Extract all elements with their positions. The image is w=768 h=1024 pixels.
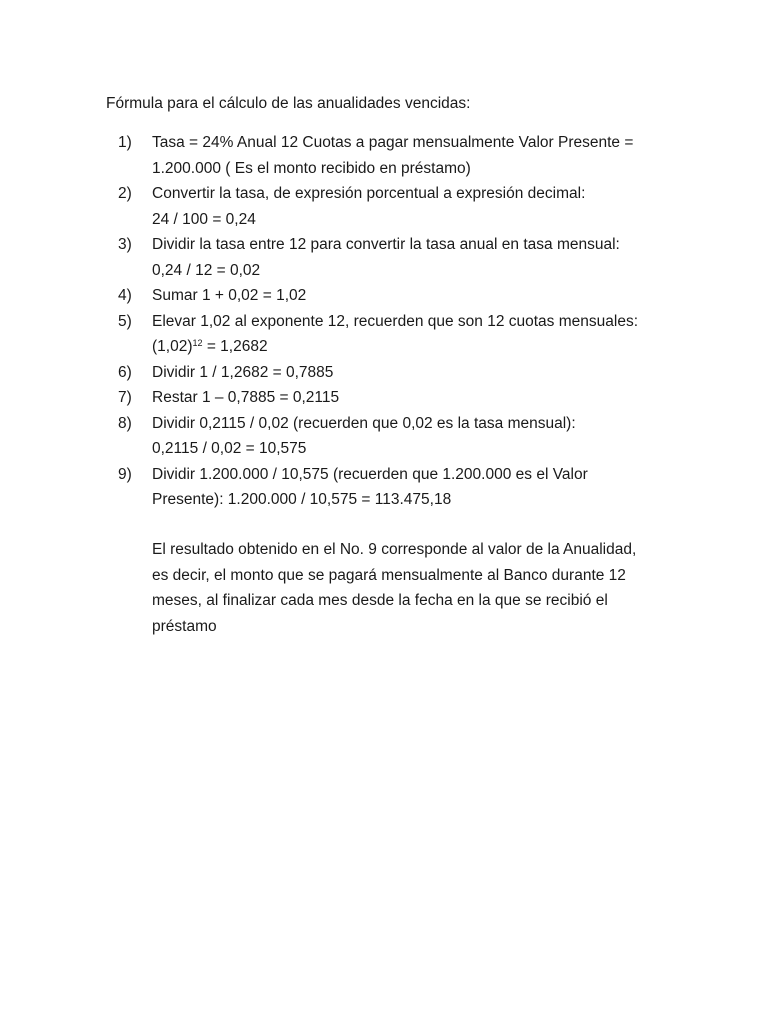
step-text: 1.200.000 ( Es el monto recibido en préstamo) xyxy=(152,159,471,177)
step-text: Presente): 1.200.000 / 10,575 = 113.475,18 xyxy=(152,491,452,508)
step-number: 1) xyxy=(118,134,132,151)
step-number: 5) xyxy=(118,312,132,330)
step-text: 0,2115 / 0,02 = 10,575 xyxy=(152,440,307,457)
step-6 xyxy=(118,360,678,386)
step-number: 4) xyxy=(118,287,132,304)
step-text: Dividir 1 / 1,2682 = 0,7885 xyxy=(152,363,334,381)
step-number: 8) xyxy=(118,414,132,432)
step-5 xyxy=(118,309,678,360)
step-1 xyxy=(118,130,678,181)
step-number: 3) xyxy=(118,236,132,253)
step-3 xyxy=(118,232,678,283)
steps-list xyxy=(118,130,678,513)
document-title: Fórmula para el cálculo de las anualidades vencidas: xyxy=(106,95,471,112)
result-paragraph xyxy=(152,537,672,639)
step-text: 0,24 / 12 = 0,02 xyxy=(152,261,261,279)
step-text: Sumar 1 + 0,02 = 1,02 xyxy=(152,287,307,304)
power-exponent: 12 xyxy=(192,338,203,348)
step-number: 9) xyxy=(118,465,132,483)
step-text: Dividir 0,2115 / 0,02 (recuerden que 0,02 es la tasa mensual): xyxy=(152,414,576,432)
step-number: 2) xyxy=(118,185,132,202)
step-text: 24 / 100 = 0,24 xyxy=(152,210,256,228)
step-text: Tasa = 24% Anual 12 Cuotas a pagar mensualmente Valor Presente = xyxy=(152,134,634,151)
power-expression xyxy=(152,334,678,360)
step-number: 7) xyxy=(118,389,132,406)
step-text: Dividir la tasa entre 12 para convertir la tasa anual en tasa mensual: xyxy=(152,236,620,253)
step-2 xyxy=(118,181,678,232)
power-result: = 1,2682 xyxy=(202,338,268,355)
result-line: es decir, el monto que se pagará mensualmente al Banco durante 12 xyxy=(152,566,626,584)
step-text: Convertir la tasa, de expresión porcentual a expresión decimal: xyxy=(152,185,586,202)
step-number: 6) xyxy=(118,363,132,381)
step-4 xyxy=(118,283,678,309)
step-9 xyxy=(118,462,678,513)
step-text: Elevar 1,02 al exponente 12, recuerden que son 12 cuotas mensuales: xyxy=(152,312,638,330)
result-line: meses, al finalizar cada mes desde la fecha en la que se recibió el xyxy=(152,592,608,609)
power-base: (1,02) xyxy=(152,338,193,355)
step-text: Dividir 1.200.000 / 10,575 (recuerden que 1.200.000 es el Valor xyxy=(152,465,588,483)
step-text: Restar 1 – 0,7885 = 0,2115 xyxy=(152,389,340,406)
step-8 xyxy=(118,411,678,462)
result-line: El resultado obtenido en el No. 9 corresponde al valor de la Anualidad, xyxy=(152,541,637,558)
step-7 xyxy=(118,385,678,411)
result-line: préstamo xyxy=(152,617,217,635)
